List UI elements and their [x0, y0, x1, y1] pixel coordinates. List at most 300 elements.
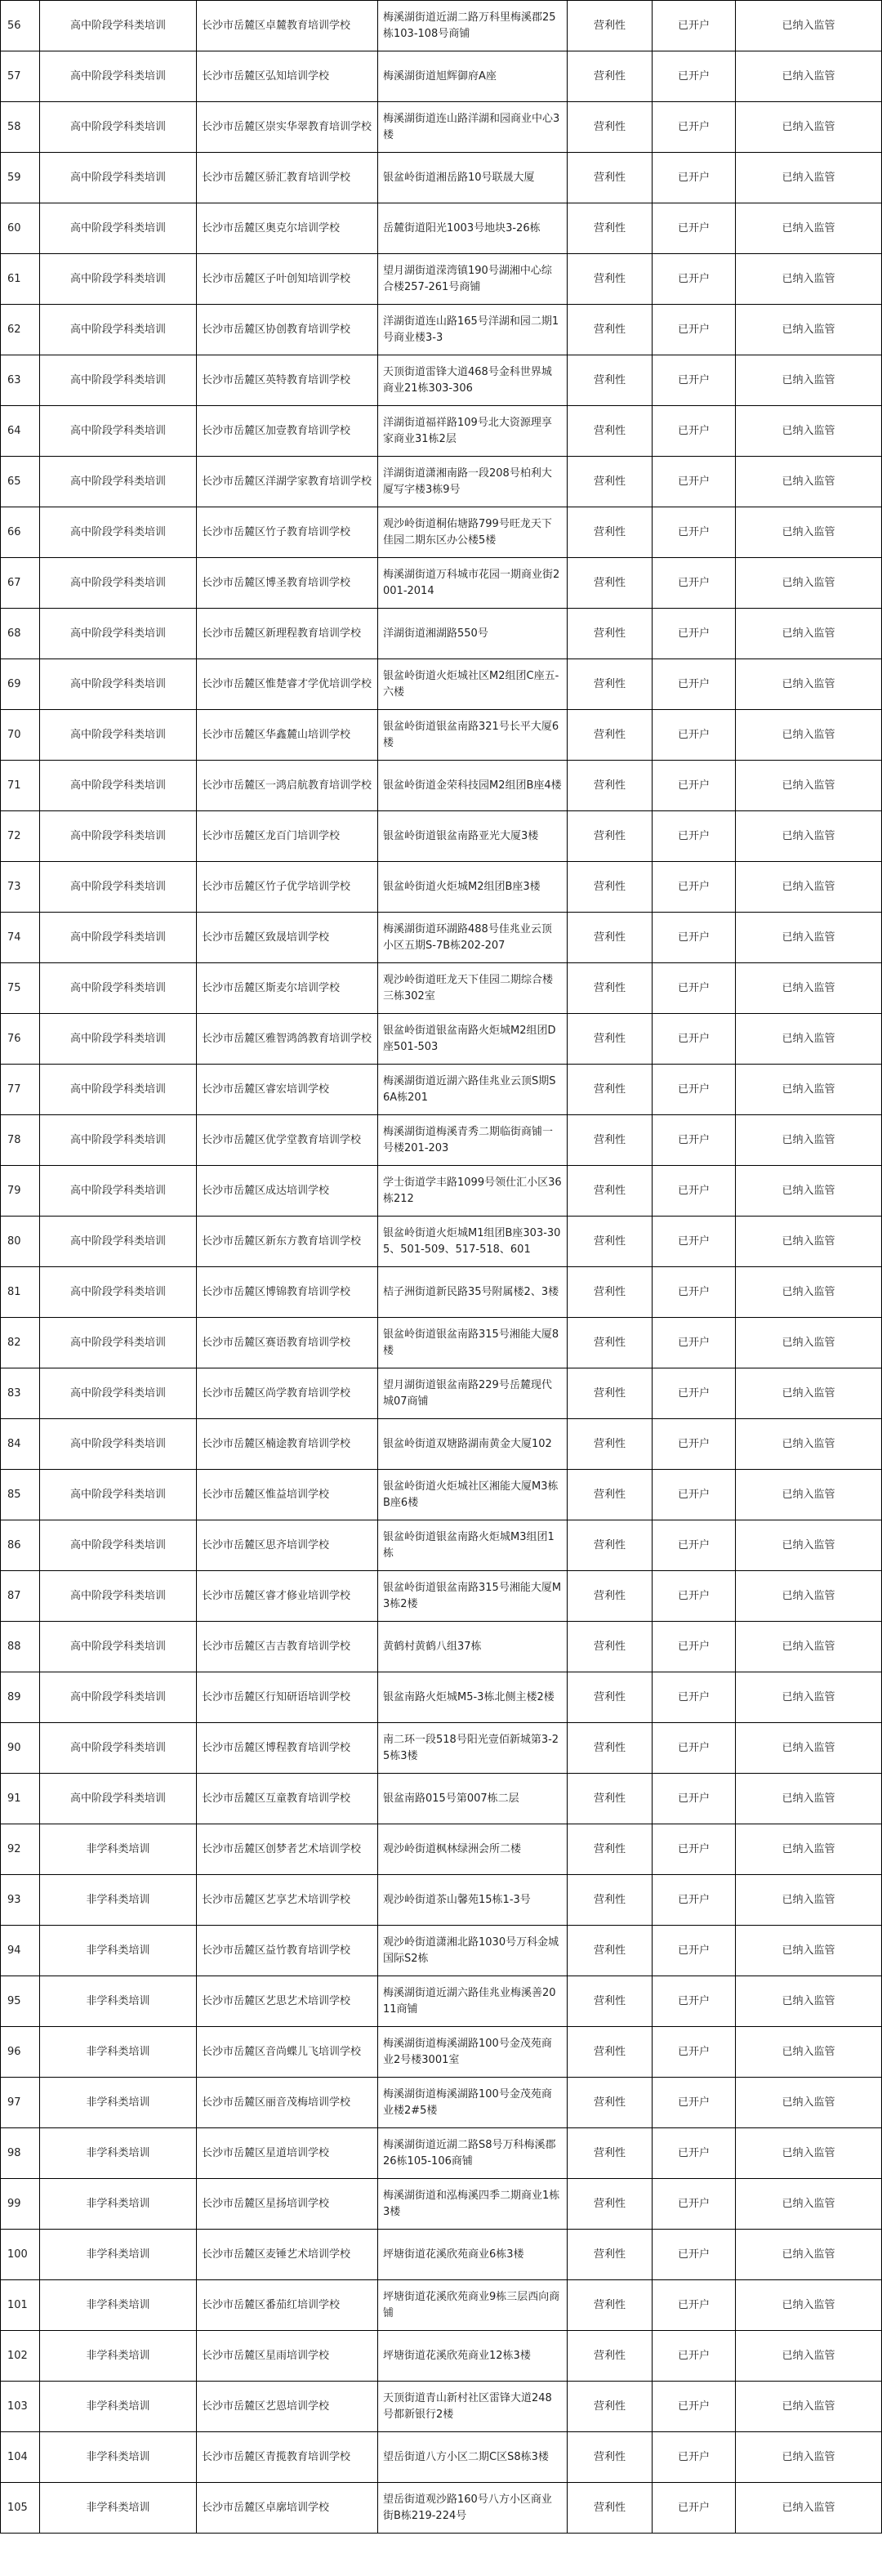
- training-type-cell: 非学科类培训: [40, 1976, 197, 2027]
- school-name-cell: 长沙市岳麓区新理程教育培训学校: [197, 609, 378, 659]
- supervision-status-cell: 已纳入监管: [736, 761, 882, 811]
- account-status-cell: 已开户: [653, 153, 736, 203]
- nature-cell: 营利性: [568, 1318, 653, 1368]
- school-name-cell: 长沙市岳麓区斯麦尔培训学校: [197, 963, 378, 1014]
- training-type-cell: 非学科类培训: [40, 2128, 197, 2179]
- table-row: [1, 406, 882, 457]
- row-number-cell: 101: [1, 2280, 40, 2331]
- row-number-cell: 92: [1, 1824, 40, 1875]
- account-status-cell: 已开户: [653, 1217, 736, 1267]
- row-number-cell: 64: [1, 406, 40, 457]
- address-cell: 观沙岭街道潇湘北路1030号万科金城国际S2栋: [378, 1926, 568, 1976]
- supervision-status-cell: 已纳入监管: [736, 2280, 882, 2331]
- table-row: [1, 2027, 882, 2078]
- supervision-status-cell: 已纳入监管: [736, 1723, 882, 1774]
- school-name-cell: 长沙市岳麓区尚学教育培训学校: [197, 1368, 378, 1419]
- school-name-cell: 长沙市岳麓区竹子优学培训学校: [197, 862, 378, 913]
- address-cell: 银盆岭街道银盆南路亚光大厦3楼: [378, 811, 568, 862]
- row-number-cell: 83: [1, 1368, 40, 1419]
- school-name-cell: 长沙市岳麓区番茄红培训学校: [197, 2280, 378, 2331]
- table-row: [1, 1470, 882, 1520]
- table-row: [1, 2230, 882, 2280]
- table-row: [1, 1774, 882, 1824]
- account-status-cell: 已开户: [653, 761, 736, 811]
- account-status-cell: 已开户: [653, 963, 736, 1014]
- table-row: [1, 254, 882, 305]
- nature-cell: 营利性: [568, 1166, 653, 1217]
- supervision-status-cell: 已纳入监管: [736, 51, 882, 102]
- school-name-cell: 长沙市岳麓区洋湖学家教育培训学校: [197, 457, 378, 507]
- address-cell: 观沙岭街道桐佑塘路799号旺龙天下佳园二期东区办公楼5楼: [378, 507, 568, 558]
- nature-cell: 营利性: [568, 406, 653, 457]
- supervision-status-cell: 已纳入监管: [736, 102, 882, 153]
- address-cell: 坪塘街道花溪欣苑商业12栋3楼: [378, 2331, 568, 2382]
- table-row: [1, 1520, 882, 1571]
- account-status-cell: 已开户: [653, 1672, 736, 1723]
- account-status-cell: 已开户: [653, 2432, 736, 2483]
- row-number-cell: 89: [1, 1672, 40, 1723]
- address-cell: 黄鹤村黄鹤八组37栋: [378, 1622, 568, 1672]
- school-name-cell: 长沙市岳麓区博锦教育培训学校: [197, 1267, 378, 1318]
- table-row: [1, 1824, 882, 1875]
- school-name-cell: 长沙市岳麓区博程教育培训学校: [197, 1723, 378, 1774]
- table-row: [1, 2331, 882, 2382]
- nature-cell: 营利性: [568, 1824, 653, 1875]
- row-number-cell: 80: [1, 1217, 40, 1267]
- school-name-cell: 长沙市岳麓区互童教育培训学校: [197, 1774, 378, 1824]
- training-type-cell: 高中阶段学科类培训: [40, 558, 197, 609]
- row-number-cell: 78: [1, 1115, 40, 1166]
- row-number-cell: 96: [1, 2027, 40, 2078]
- table-body: [1, 1, 882, 2534]
- training-type-cell: 高中阶段学科类培训: [40, 1368, 197, 1419]
- account-status-cell: 已开户: [653, 1622, 736, 1672]
- row-number-cell: 70: [1, 710, 40, 761]
- training-type-cell: 高中阶段学科类培训: [40, 1571, 197, 1622]
- supervision-status-cell: 已纳入监管: [736, 305, 882, 355]
- address-cell: 银盆岭街道银盆南路火炬城M3组团1栋: [378, 1520, 568, 1571]
- table-row: [1, 1368, 882, 1419]
- nature-cell: 营利性: [568, 1, 653, 51]
- nature-cell: 营利性: [568, 1774, 653, 1824]
- table-row: [1, 2483, 882, 2534]
- row-number-cell: 97: [1, 2078, 40, 2128]
- nature-cell: 营利性: [568, 102, 653, 153]
- account-status-cell: 已开户: [653, 710, 736, 761]
- address-cell: 银盆岭街道金荣科技园M2组团B座4楼: [378, 761, 568, 811]
- supervision-status-cell: 已纳入监管: [736, 254, 882, 305]
- training-type-cell: 高中阶段学科类培训: [40, 1470, 197, 1520]
- row-number-cell: 69: [1, 659, 40, 710]
- supervision-status-cell: 已纳入监管: [736, 406, 882, 457]
- training-type-cell: 高中阶段学科类培训: [40, 913, 197, 963]
- row-number-cell: 66: [1, 507, 40, 558]
- training-type-cell: 高中阶段学科类培训: [40, 1267, 197, 1318]
- supervision-status-cell: 已纳入监管: [736, 811, 882, 862]
- school-name-cell: 长沙市岳麓区卓廓培训学校: [197, 2483, 378, 2534]
- table-row: [1, 710, 882, 761]
- table-row: [1, 1926, 882, 1976]
- row-number-cell: 86: [1, 1520, 40, 1571]
- nature-cell: 营利性: [568, 1520, 653, 1571]
- supervision-status-cell: 已纳入监管: [736, 1672, 882, 1723]
- training-type-cell: 高中阶段学科类培训: [40, 254, 197, 305]
- account-status-cell: 已开户: [653, 457, 736, 507]
- training-type-cell: 高中阶段学科类培训: [40, 457, 197, 507]
- row-number-cell: 82: [1, 1318, 40, 1368]
- table-row: [1, 1419, 882, 1470]
- address-cell: 梅溪湖街道近湖六路佳兆业梅溪善2011商铺: [378, 1976, 568, 2027]
- table-row: [1, 1672, 882, 1723]
- account-status-cell: 已开户: [653, 1166, 736, 1217]
- account-status-cell: 已开户: [653, 1976, 736, 2027]
- row-number-cell: 60: [1, 203, 40, 254]
- account-status-cell: 已开户: [653, 507, 736, 558]
- nature-cell: 营利性: [568, 355, 653, 406]
- training-type-cell: 非学科类培训: [40, 2382, 197, 2432]
- supervision-status-cell: 已纳入监管: [736, 1, 882, 51]
- school-name-cell: 长沙市岳麓区奥克尔培训学校: [197, 203, 378, 254]
- table-row: [1, 355, 882, 406]
- training-type-cell: 非学科类培训: [40, 2432, 197, 2483]
- school-name-cell: 长沙市岳麓区惟楚睿才学优培训学校: [197, 659, 378, 710]
- account-status-cell: 已开户: [653, 102, 736, 153]
- nature-cell: 营利性: [568, 1368, 653, 1419]
- address-cell: 梅溪湖街道环湖路488号佳兆业云顶小区五期S-7B栋202-207: [378, 913, 568, 963]
- training-type-cell: 高中阶段学科类培训: [40, 1520, 197, 1571]
- supervision-status-cell: 已纳入监管: [736, 2027, 882, 2078]
- table-row: [1, 913, 882, 963]
- supervision-status-cell: 已纳入监管: [736, 1065, 882, 1115]
- table-row: [1, 1014, 882, 1065]
- address-cell: 望月湖街道银盆南路229号岳麓现代城07商铺: [378, 1368, 568, 1419]
- supervision-status-cell: 已纳入监管: [736, 1875, 882, 1926]
- school-name-cell: 长沙市岳麓区雅智鸿鸽教育培训学校: [197, 1014, 378, 1065]
- row-number-cell: 103: [1, 2382, 40, 2432]
- supervision-status-cell: 已纳入监管: [736, 2382, 882, 2432]
- account-status-cell: 已开户: [653, 51, 736, 102]
- address-cell: 梅溪湖街道近湖二路万科里梅溪郡25栋103-108号商铺: [378, 1, 568, 51]
- school-name-cell: 长沙市岳麓区思齐培训学校: [197, 1520, 378, 1571]
- training-type-cell: 高中阶段学科类培训: [40, 153, 197, 203]
- nature-cell: 营利性: [568, 2382, 653, 2432]
- nature-cell: 营利性: [568, 913, 653, 963]
- supervision-status-cell: 已纳入监管: [736, 1014, 882, 1065]
- nature-cell: 营利性: [568, 305, 653, 355]
- school-name-cell: 长沙市岳麓区成达培训学校: [197, 1166, 378, 1217]
- table-row: [1, 203, 882, 254]
- school-name-cell: 长沙市岳麓区优学堂教育培训学校: [197, 1115, 378, 1166]
- supervision-status-cell: 已纳入监管: [736, 1166, 882, 1217]
- table-row: [1, 1571, 882, 1622]
- school-name-cell: 长沙市岳麓区麦锤艺术培训学校: [197, 2230, 378, 2280]
- nature-cell: 营利性: [568, 1014, 653, 1065]
- address-cell: 南二环一段518号阳光壹佰新城第3-25栋3楼: [378, 1723, 568, 1774]
- nature-cell: 营利性: [568, 1622, 653, 1672]
- address-cell: 洋湖街道连山路165号洋湖和园二期1号商业楼3-3: [378, 305, 568, 355]
- supervision-status-cell: 已纳入监管: [736, 609, 882, 659]
- supervision-status-cell: 已纳入监管: [736, 1926, 882, 1976]
- supervision-status-cell: 已纳入监管: [736, 1318, 882, 1368]
- account-status-cell: 已开户: [653, 558, 736, 609]
- row-number-cell: 93: [1, 1875, 40, 1926]
- supervision-status-cell: 已纳入监管: [736, 1267, 882, 1318]
- account-status-cell: 已开户: [653, 1318, 736, 1368]
- account-status-cell: 已开户: [653, 203, 736, 254]
- supervision-status-cell: 已纳入监管: [736, 1622, 882, 1672]
- training-type-cell: 非学科类培训: [40, 2179, 197, 2230]
- school-name-cell: 长沙市岳麓区卓麓教育培训学校: [197, 1, 378, 51]
- training-type-cell: 高中阶段学科类培训: [40, 355, 197, 406]
- nature-cell: 营利性: [568, 2078, 653, 2128]
- training-type-cell: 非学科类培训: [40, 1926, 197, 1976]
- school-name-cell: 长沙市岳麓区弘知培训学校: [197, 51, 378, 102]
- school-name-cell: 长沙市岳麓区睿才修业培训学校: [197, 1571, 378, 1622]
- table-row: [1, 1267, 882, 1318]
- account-status-cell: 已开户: [653, 1520, 736, 1571]
- account-status-cell: 已开户: [653, 2483, 736, 2534]
- address-cell: 观沙岭街道旺龙天下佳园二期综合楼三栋302室: [378, 963, 568, 1014]
- row-number-cell: 58: [1, 102, 40, 153]
- row-number-cell: 85: [1, 1470, 40, 1520]
- training-type-cell: 高中阶段学科类培训: [40, 1065, 197, 1115]
- training-type-cell: 非学科类培训: [40, 2331, 197, 2382]
- school-name-cell: 长沙市岳麓区楠途教育培训学校: [197, 1419, 378, 1470]
- nature-cell: 营利性: [568, 1267, 653, 1318]
- school-name-cell: 长沙市岳麓区吉吉教育培训学校: [197, 1622, 378, 1672]
- account-status-cell: 已开户: [653, 2128, 736, 2179]
- training-type-cell: 非学科类培训: [40, 2483, 197, 2534]
- row-number-cell: 95: [1, 1976, 40, 2027]
- school-name-cell: 长沙市岳麓区益竹教育培训学校: [197, 1926, 378, 1976]
- nature-cell: 营利性: [568, 203, 653, 254]
- school-name-cell: 长沙市岳麓区英特教育培训学校: [197, 355, 378, 406]
- address-cell: 梅溪湖街道旭辉御府A座: [378, 51, 568, 102]
- table-row: [1, 2382, 882, 2432]
- nature-cell: 营利性: [568, 1115, 653, 1166]
- account-status-cell: 已开户: [653, 1, 736, 51]
- school-name-cell: 长沙市岳麓区骄汇教育培训学校: [197, 153, 378, 203]
- account-status-cell: 已开户: [653, 913, 736, 963]
- account-status-cell: 已开户: [653, 1419, 736, 1470]
- table-row: [1, 1723, 882, 1774]
- supervision-status-cell: 已纳入监管: [736, 355, 882, 406]
- training-type-cell: 高中阶段学科类培训: [40, 1672, 197, 1723]
- table-row: [1, 1, 882, 51]
- address-cell: 洋湖街道福祥路109号北大资源理享家商业31栋2层: [378, 406, 568, 457]
- account-status-cell: 已开户: [653, 406, 736, 457]
- account-status-cell: 已开户: [653, 1571, 736, 1622]
- address-cell: 梅溪湖街道梅溪湖路100号金茂苑商业楼2#5楼: [378, 2078, 568, 2128]
- nature-cell: 营利性: [568, 2280, 653, 2331]
- address-cell: 天顶街道雷锋大道468号金科世界城商业21栋303-306: [378, 355, 568, 406]
- school-name-cell: 长沙市岳麓区艺享艺术培训学校: [197, 1875, 378, 1926]
- account-status-cell: 已开户: [653, 1824, 736, 1875]
- supervision-status-cell: 已纳入监管: [736, 457, 882, 507]
- row-number-cell: 81: [1, 1267, 40, 1318]
- school-name-cell: 长沙市岳麓区音尚蝶儿飞培训学校: [197, 2027, 378, 2078]
- address-cell: 望岳街道观沙路160号八方小区商业街B栋219-224号: [378, 2483, 568, 2534]
- account-status-cell: 已开户: [653, 1368, 736, 1419]
- table-row: [1, 51, 882, 102]
- training-type-cell: 高中阶段学科类培训: [40, 507, 197, 558]
- table-row: [1, 2179, 882, 2230]
- address-cell: 银盆岭街道银盆南路315号湘能大厦8楼: [378, 1318, 568, 1368]
- training-type-cell: 高中阶段学科类培训: [40, 1419, 197, 1470]
- table-row: [1, 659, 882, 710]
- row-number-cell: 56: [1, 1, 40, 51]
- training-type-cell: 高中阶段学科类培训: [40, 305, 197, 355]
- nature-cell: 营利性: [568, 1571, 653, 1622]
- nature-cell: 营利性: [568, 659, 653, 710]
- table-row: [1, 2432, 882, 2483]
- address-cell: 银盆岭街道火炬城M2组团B座3楼: [378, 862, 568, 913]
- supervision-status-cell: 已纳入监管: [736, 710, 882, 761]
- supervision-status-cell: 已纳入监管: [736, 2078, 882, 2128]
- supervision-status-cell: 已纳入监管: [736, 507, 882, 558]
- address-cell: 天顶街道青山新村社区雷锋大道248号都新银行2楼: [378, 2382, 568, 2432]
- school-name-cell: 长沙市岳麓区赛语教育培训学校: [197, 1318, 378, 1368]
- row-number-cell: 102: [1, 2331, 40, 2382]
- table-row: [1, 305, 882, 355]
- address-cell: 梅溪湖街道万科城市花园一期商业街2001-2014: [378, 558, 568, 609]
- address-cell: 洋湖街道潇湘南路一段208号柏利大厦写字楼3栋9号: [378, 457, 568, 507]
- nature-cell: 营利性: [568, 1723, 653, 1774]
- training-type-cell: 非学科类培训: [40, 1875, 197, 1926]
- training-type-cell: 非学科类培训: [40, 2078, 197, 2128]
- row-number-cell: 91: [1, 1774, 40, 1824]
- address-cell: 银盆南路015号第007栋二层: [378, 1774, 568, 1824]
- training-type-cell: 高中阶段学科类培训: [40, 811, 197, 862]
- supervision-status-cell: 已纳入监管: [736, 963, 882, 1014]
- training-type-cell: 高中阶段学科类培训: [40, 1723, 197, 1774]
- row-number-cell: 71: [1, 761, 40, 811]
- address-cell: 梅溪湖街道梅溪青秀二期临街商铺一号楼201-203: [378, 1115, 568, 1166]
- table-row: [1, 609, 882, 659]
- table-row: [1, 1065, 882, 1115]
- nature-cell: 营利性: [568, 609, 653, 659]
- table-row: [1, 1115, 882, 1166]
- school-name-cell: 长沙市岳麓区青揽教育培训学校: [197, 2432, 378, 2483]
- supervision-status-cell: 已纳入监管: [736, 1571, 882, 1622]
- supervision-status-cell: 已纳入监管: [736, 2331, 882, 2382]
- row-number-cell: 75: [1, 963, 40, 1014]
- school-name-cell: 长沙市岳麓区新东方教育培训学校: [197, 1217, 378, 1267]
- nature-cell: 营利性: [568, 811, 653, 862]
- row-number-cell: 79: [1, 1166, 40, 1217]
- row-number-cell: 74: [1, 913, 40, 963]
- training-type-cell: 高中阶段学科类培训: [40, 710, 197, 761]
- address-cell: 桔子洲街道新民路35号附属楼2、3楼: [378, 1267, 568, 1318]
- training-type-cell: 高中阶段学科类培训: [40, 761, 197, 811]
- address-cell: 学士街道学丰路1099号领仕汇小区36栋212: [378, 1166, 568, 1217]
- training-type-cell: 高中阶段学科类培训: [40, 1166, 197, 1217]
- address-cell: 观沙岭街道枫林绿洲会所二楼: [378, 1824, 568, 1875]
- row-number-cell: 104: [1, 2432, 40, 2483]
- training-type-cell: 高中阶段学科类培训: [40, 1774, 197, 1824]
- school-name-cell: 长沙市岳麓区行知研语培训学校: [197, 1672, 378, 1723]
- account-status-cell: 已开户: [653, 1774, 736, 1824]
- training-type-cell: 高中阶段学科类培训: [40, 1115, 197, 1166]
- table-row: [1, 1217, 882, 1267]
- table-row: [1, 507, 882, 558]
- nature-cell: 营利性: [568, 1065, 653, 1115]
- row-number-cell: 65: [1, 457, 40, 507]
- account-status-cell: 已开户: [653, 1926, 736, 1976]
- school-name-cell: 长沙市岳麓区华鑫麓山培训学校: [197, 710, 378, 761]
- row-number-cell: 73: [1, 862, 40, 913]
- account-status-cell: 已开户: [653, 1115, 736, 1166]
- supervision-status-cell: 已纳入监管: [736, 1470, 882, 1520]
- nature-cell: 营利性: [568, 710, 653, 761]
- school-name-cell: 长沙市岳麓区惟益培训学校: [197, 1470, 378, 1520]
- school-name-cell: 长沙市岳麓区星扬培训学校: [197, 2179, 378, 2230]
- training-type-cell: 非学科类培训: [40, 1824, 197, 1875]
- training-type-cell: 高中阶段学科类培训: [40, 1014, 197, 1065]
- supervision-status-cell: 已纳入监管: [736, 1115, 882, 1166]
- school-name-cell: 长沙市岳麓区协创教育培训学校: [197, 305, 378, 355]
- supervision-status-cell: 已纳入监管: [736, 1824, 882, 1875]
- row-number-cell: 100: [1, 2230, 40, 2280]
- nature-cell: 营利性: [568, 507, 653, 558]
- training-type-cell: 高中阶段学科类培训: [40, 1318, 197, 1368]
- row-number-cell: 87: [1, 1571, 40, 1622]
- nature-cell: 营利性: [568, 1672, 653, 1723]
- school-name-cell: 长沙市岳麓区创梦者艺术培训学校: [197, 1824, 378, 1875]
- training-type-cell: 高中阶段学科类培训: [40, 102, 197, 153]
- training-type-cell: 高中阶段学科类培训: [40, 963, 197, 1014]
- table-row: [1, 457, 882, 507]
- address-cell: 梅溪湖街道连山路洋湖和园商业中心3楼: [378, 102, 568, 153]
- address-cell: 坪塘街道花溪欣苑商业6栋3楼: [378, 2230, 568, 2280]
- account-status-cell: 已开户: [653, 1065, 736, 1115]
- school-name-cell: 长沙市岳麓区加壹教育培训学校: [197, 406, 378, 457]
- supervision-status-cell: 已纳入监管: [736, 1520, 882, 1571]
- nature-cell: 营利性: [568, 862, 653, 913]
- address-cell: 坪塘街道花溪欣苑商业9栋三层西向商铺: [378, 2280, 568, 2331]
- training-type-cell: 高中阶段学科类培训: [40, 203, 197, 254]
- nature-cell: 营利性: [568, 963, 653, 1014]
- supervision-status-cell: 已纳入监管: [736, 203, 882, 254]
- address-cell: 洋湖街道湘湖路550号: [378, 609, 568, 659]
- address-cell: 银盆岭街道银盆南路315号湘能大厦M3栋2楼: [378, 1571, 568, 1622]
- nature-cell: 营利性: [568, 761, 653, 811]
- row-number-cell: 76: [1, 1014, 40, 1065]
- nature-cell: 营利性: [568, 2483, 653, 2534]
- training-type-cell: 高中阶段学科类培训: [40, 659, 197, 710]
- row-number-cell: 98: [1, 2128, 40, 2179]
- address-cell: 望岳街道八方小区二期C区S8栋3楼: [378, 2432, 568, 2483]
- supervision-status-cell: 已纳入监管: [736, 1217, 882, 1267]
- nature-cell: 营利性: [568, 1217, 653, 1267]
- address-cell: 银盆岭街道湘岳路10号联晟大厦: [378, 153, 568, 203]
- account-status-cell: 已开户: [653, 1470, 736, 1520]
- row-number-cell: 105: [1, 2483, 40, 2534]
- address-cell: 银盆岭街道火炬城M1组团B座303-305、501-509、517-518、601: [378, 1217, 568, 1267]
- nature-cell: 营利性: [568, 2432, 653, 2483]
- school-name-cell: 长沙市岳麓区龙百门培训学校: [197, 811, 378, 862]
- table-row: [1, 761, 882, 811]
- table-row: [1, 102, 882, 153]
- supervision-status-cell: 已纳入监管: [736, 2432, 882, 2483]
- table-row: [1, 2280, 882, 2331]
- school-name-cell: 长沙市岳麓区艺思艺术培训学校: [197, 1976, 378, 2027]
- supervision-status-cell: 已纳入监管: [736, 1419, 882, 1470]
- school-name-cell: 长沙市岳麓区艺恩培训学校: [197, 2382, 378, 2432]
- school-name-cell: 长沙市岳麓区博圣教育培训学校: [197, 558, 378, 609]
- row-number-cell: 90: [1, 1723, 40, 1774]
- account-status-cell: 已开户: [653, 1723, 736, 1774]
